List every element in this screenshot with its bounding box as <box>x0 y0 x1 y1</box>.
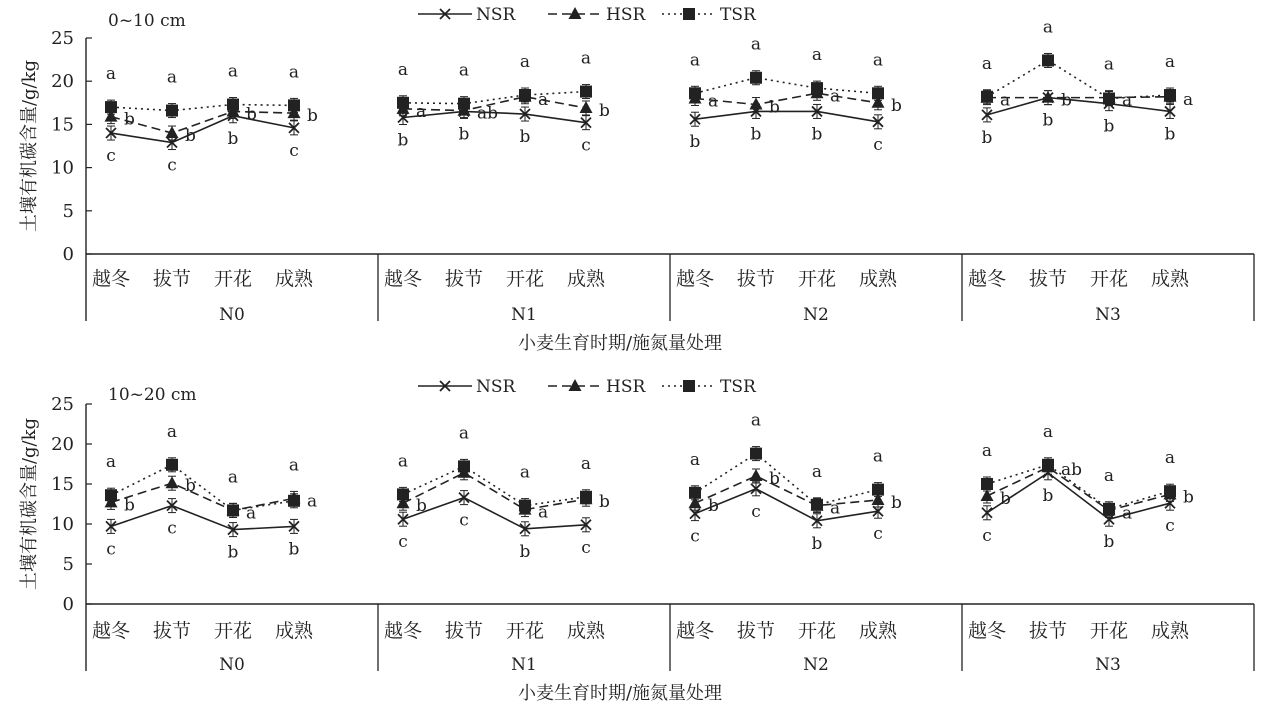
significance-letter: c <box>873 134 883 155</box>
significance-letter: a <box>458 60 470 81</box>
significance-letter: a <box>288 455 300 476</box>
data-point-tsr <box>458 460 470 472</box>
significance-letter: a <box>1164 52 1176 73</box>
stage-label: 拔节 <box>444 268 484 290</box>
stage-label: 越冬 <box>675 620 715 642</box>
legend-item-hsr: HSR <box>606 5 646 25</box>
data-point-tsr <box>519 500 531 512</box>
series-line-nsr <box>111 506 294 530</box>
data-point-tsr <box>580 491 592 503</box>
stage-label: 越冬 <box>967 268 1007 290</box>
stage-label: 拔节 <box>152 268 192 290</box>
significance-letter: b <box>1042 110 1054 131</box>
legend-marker-hsr <box>569 7 582 19</box>
significance-letter: b <box>981 127 993 148</box>
significance-letter: a <box>811 461 823 482</box>
stage-label: 开花 <box>505 620 545 642</box>
legend-item-nsr: NSR <box>476 5 516 25</box>
stage-label: 成熟 <box>1150 620 1190 642</box>
legend-marker-tsr <box>683 380 695 392</box>
significance-letter: b <box>1103 116 1115 137</box>
data-point-tsr <box>105 101 117 113</box>
series-line-tsr <box>403 92 586 104</box>
significance-letter: b <box>1061 90 1072 111</box>
series-line-hsr <box>403 473 586 510</box>
data-point-tsr <box>872 87 884 99</box>
significance-letter: c <box>106 146 116 167</box>
significance-letter: b <box>891 493 902 513</box>
stage-label: 拔节 <box>444 620 484 642</box>
series-line-hsr <box>111 483 294 510</box>
y-tick-label: 0 <box>62 594 74 615</box>
stage-label: 成熟 <box>274 268 314 290</box>
data-point-tsr <box>227 99 239 111</box>
series-line-nsr <box>111 116 294 143</box>
stage-label: 拔节 <box>1028 620 1068 642</box>
data-point-tsr <box>227 504 239 516</box>
series-line-nsr <box>695 489 878 521</box>
data-point-tsr <box>1164 89 1176 101</box>
data-point-tsr <box>981 91 993 103</box>
significance-letter: c <box>690 526 700 547</box>
stage-label: 成熟 <box>566 268 606 290</box>
significance-letter: b <box>891 95 902 116</box>
data-point-hsr <box>580 101 593 113</box>
y-tick-label: 5 <box>62 554 74 575</box>
y-tick-label: 15 <box>51 114 74 136</box>
group-label: N0 <box>219 305 245 325</box>
y-tick-label: 25 <box>51 28 74 49</box>
y-axis-label: 土壤有机碳含量/g/kg <box>19 59 40 233</box>
stage-label: 开花 <box>213 268 253 290</box>
group-label: N0 <box>219 655 245 675</box>
data-point-tsr <box>981 478 993 490</box>
x-axis-label: 小麦生育时期/施氮量处理 <box>517 333 723 354</box>
data-point-tsr <box>1103 503 1115 515</box>
significance-letter: b <box>1183 487 1194 508</box>
legend-marker-hsr <box>569 379 582 391</box>
significance-letter: a <box>1042 17 1054 38</box>
significance-letter: c <box>982 525 992 546</box>
significance-letter: a <box>538 89 549 110</box>
significance-letter: a <box>750 34 762 55</box>
series-line-tsr <box>403 466 586 505</box>
significance-letter: b <box>397 130 409 151</box>
series-line-hsr <box>987 97 1170 98</box>
y-tick-label: 10 <box>51 157 74 179</box>
stage-label: 开花 <box>213 620 253 642</box>
stage-label: 拔节 <box>1028 268 1068 290</box>
significance-letter: a <box>227 467 239 488</box>
significance-letter: a <box>830 498 841 519</box>
stage-label: 拔节 <box>152 620 192 642</box>
series-line-tsr <box>987 60 1170 98</box>
data-point-tsr <box>811 82 823 94</box>
stage-label: 拔节 <box>736 268 776 290</box>
x-axis-label: 小麦生育时期/施氮量处理 <box>517 683 723 704</box>
significance-letter: a <box>1122 503 1133 524</box>
significance-letter: c <box>1165 516 1175 537</box>
significance-letter: a <box>397 59 409 80</box>
stage-label: 越冬 <box>383 620 423 642</box>
series-line-tsr <box>695 78 878 94</box>
significance-letter: a <box>246 503 257 524</box>
series-line-nsr <box>695 111 878 121</box>
data-point-tsr <box>397 488 409 500</box>
stage-label: 开花 <box>797 620 837 642</box>
data-point-tsr <box>166 105 178 117</box>
data-point-hsr <box>750 469 763 481</box>
data-point-tsr <box>397 97 409 109</box>
significance-letter: a <box>689 50 701 71</box>
significance-letter: a <box>166 67 178 88</box>
stage-label: 成熟 <box>274 620 314 642</box>
significance-letter: b <box>769 469 780 489</box>
significance-letter: a <box>1103 54 1115 75</box>
significance-letter: a <box>872 50 884 71</box>
significance-letter: a <box>519 462 531 483</box>
significance-letter: a <box>1183 89 1194 110</box>
significance-letter: c <box>873 524 883 545</box>
significance-letter: b <box>185 476 196 497</box>
legend-item-tsr: TSR <box>720 377 756 397</box>
significance-letter: b <box>519 127 531 148</box>
stage-label: 开花 <box>1089 268 1129 290</box>
group-label: N1 <box>511 655 537 675</box>
data-point-hsr <box>166 476 179 488</box>
series-line-tsr <box>111 465 294 511</box>
series-line-nsr <box>403 498 586 529</box>
significance-letter: c <box>459 510 469 531</box>
significance-letter: a <box>307 491 318 512</box>
data-point-tsr <box>580 86 592 98</box>
stage-label: 越冬 <box>967 620 1007 642</box>
data-point-tsr <box>1042 459 1054 471</box>
significance-letter: a <box>580 48 592 69</box>
legend-item-nsr: NSR <box>476 377 516 397</box>
significance-letter: b <box>1042 485 1054 506</box>
data-point-tsr <box>166 459 178 471</box>
y-tick-label: 5 <box>62 200 74 222</box>
legend-item-tsr: TSR <box>720 5 756 25</box>
significance-letter: c <box>581 537 591 558</box>
significance-letter: b <box>769 97 780 118</box>
data-point-tsr <box>288 99 300 111</box>
significance-letter: c <box>398 532 408 553</box>
legend-item-hsr: HSR <box>606 377 646 397</box>
significance-letter: a <box>397 451 409 472</box>
significance-letter: b <box>750 124 762 145</box>
significance-letter: a <box>580 453 592 474</box>
data-point-tsr <box>1103 92 1115 104</box>
y-axis-label: 土壤有机碳含量/g/kg <box>19 417 40 591</box>
significance-letter: c <box>167 155 177 176</box>
significance-letter: a <box>288 62 300 83</box>
stage-label: 开花 <box>797 268 837 290</box>
significance-letter: b <box>288 539 300 560</box>
data-point-tsr <box>288 495 300 507</box>
y-tick-label: 0 <box>62 244 74 265</box>
stage-label: 成熟 <box>1150 268 1190 290</box>
data-point-tsr <box>1042 54 1054 66</box>
panel-title: 10~20 cm <box>108 385 197 405</box>
data-point-tsr <box>689 87 701 99</box>
stage-label: 越冬 <box>91 268 131 290</box>
significance-letter: a <box>105 64 117 85</box>
group-label: N1 <box>511 305 537 325</box>
significance-letter: a <box>1000 90 1011 111</box>
data-point-tsr <box>811 499 823 511</box>
significance-letter: b <box>124 109 135 130</box>
data-point-tsr <box>1164 485 1176 497</box>
significance-letter: b <box>185 126 196 147</box>
significance-letter: b <box>519 541 531 562</box>
stage-label: 成熟 <box>566 620 606 642</box>
group-label: N2 <box>803 305 829 325</box>
series-line-hsr <box>695 93 878 104</box>
significance-letter: b <box>246 104 257 125</box>
significance-letter: b <box>599 100 610 121</box>
group-label: N3 <box>1095 655 1121 675</box>
significance-letter: a <box>458 423 470 444</box>
significance-letter: a <box>1103 465 1115 486</box>
significance-letter: a <box>105 452 117 473</box>
data-point-tsr <box>689 487 701 499</box>
data-point-tsr <box>872 484 884 496</box>
legend-marker-tsr <box>683 8 695 20</box>
significance-letter: a <box>1122 90 1133 111</box>
series-line-tsr <box>695 454 878 505</box>
significance-letter: a <box>227 61 239 82</box>
y-tick-label: 10 <box>51 514 74 535</box>
stage-label: 开花 <box>505 268 545 290</box>
significance-letter: b <box>708 496 719 517</box>
significance-letter: c <box>751 501 761 522</box>
significance-letter: b <box>811 124 823 145</box>
series-line-nsr <box>987 98 1170 115</box>
stage-label: 开花 <box>1089 620 1129 642</box>
significance-letter: b <box>307 106 318 127</box>
significance-letter: b <box>124 495 135 516</box>
significance-letter: ab <box>477 103 499 124</box>
significance-letter: c <box>106 539 116 560</box>
data-point-tsr <box>750 72 762 84</box>
stage-label: 成熟 <box>858 620 898 642</box>
y-tick-label: 25 <box>51 394 74 415</box>
group-label: N2 <box>803 655 829 675</box>
stage-label: 越冬 <box>91 620 131 642</box>
data-point-tsr <box>750 448 762 460</box>
significance-letter: b <box>416 496 427 517</box>
series-line-hsr <box>695 476 878 506</box>
significance-letter: a <box>1164 448 1176 469</box>
significance-letter: b <box>458 124 470 145</box>
significance-letter: b <box>1000 489 1011 509</box>
significance-letter: c <box>581 135 591 156</box>
significance-letter: b <box>227 128 239 149</box>
significance-letter: ab <box>1061 460 1083 481</box>
significance-letter: a <box>981 53 993 74</box>
significance-letter: a <box>981 441 993 461</box>
significance-letter: b <box>1164 124 1176 145</box>
significance-letter: b <box>811 533 823 554</box>
significance-letter: a <box>811 45 823 66</box>
significance-letter: a <box>538 502 549 523</box>
stage-label: 拔节 <box>736 620 776 642</box>
significance-letter: b <box>227 542 239 563</box>
significance-letter: c <box>167 518 177 539</box>
data-point-tsr <box>458 98 470 110</box>
stage-label: 越冬 <box>675 268 715 290</box>
significance-letter: a <box>750 410 762 431</box>
significance-letter: b <box>689 132 701 153</box>
significance-letter: b <box>1103 532 1115 553</box>
significance-letter: a <box>416 101 427 122</box>
data-point-tsr <box>519 89 531 101</box>
data-point-tsr <box>105 489 117 501</box>
significance-letter: a <box>1042 421 1054 442</box>
y-tick-label: 15 <box>51 474 74 495</box>
stage-label: 越冬 <box>383 268 423 290</box>
significance-letter: a <box>519 52 531 73</box>
y-tick-label: 20 <box>51 434 74 455</box>
significance-letter: c <box>289 140 299 161</box>
significance-letter: b <box>599 492 610 513</box>
panel-title: 0~10 cm <box>108 11 186 31</box>
y-tick-label: 20 <box>51 71 74 93</box>
series-line-tsr <box>111 105 294 111</box>
significance-letter: a <box>708 91 719 112</box>
group-label: N3 <box>1095 305 1121 325</box>
significance-letter: a <box>872 446 884 467</box>
significance-letter: a <box>830 86 841 107</box>
significance-letter: a <box>689 449 701 470</box>
significance-letter: a <box>166 421 178 442</box>
stage-label: 成熟 <box>858 268 898 290</box>
